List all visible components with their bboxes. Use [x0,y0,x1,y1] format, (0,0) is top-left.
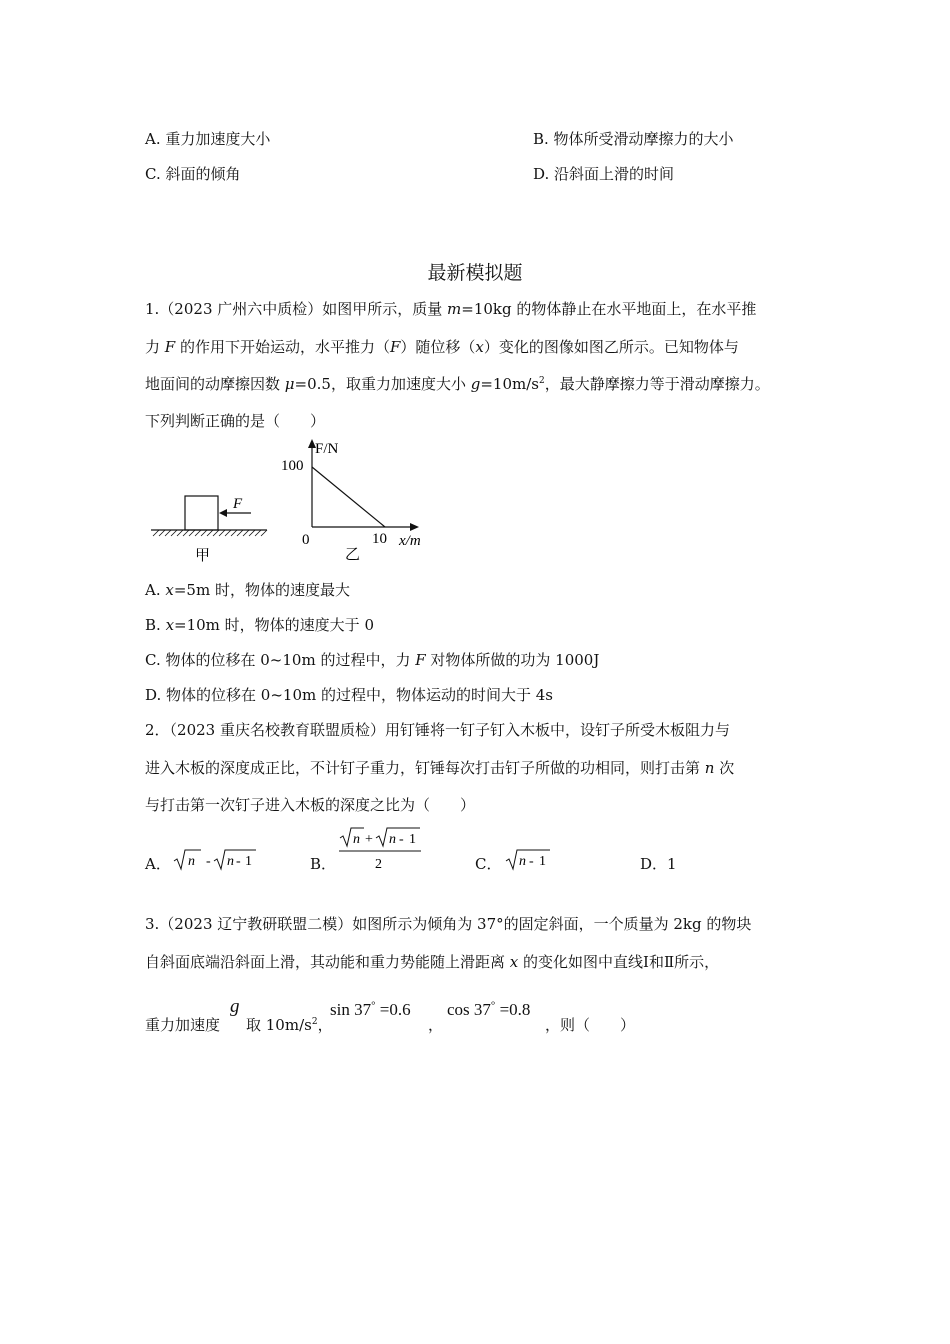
q1-option-a[interactable]: A. x=5m 时，物体的速度最大 [145,581,350,599]
q2-option-c-formula [504,845,554,873]
svg-text:n: n [519,854,526,869]
svg-text:+: + [365,832,373,847]
q2-option-c-label[interactable]: C． [475,855,502,873]
svg-text:2: 2 [375,857,382,872]
prev-option-d: D. 沿斜面上滑的时间 [533,165,675,183]
radical-sign [340,828,364,846]
prev-option-a: A. 重力加速度大小 [145,130,271,148]
block [185,496,218,530]
svg-text:n: n [389,832,396,847]
q2-option-a-formula [172,845,262,873]
figure-jia [145,480,275,565]
q1-stem-line-4: 下列判断正确的是（ ） [145,412,326,430]
svg-text:1: 1 [539,854,546,869]
y-tick-label: 100 [281,458,304,474]
q1-option-d[interactable]: D. 物体的位移在 0~10m 的过程中，物体运动的时间大于 4s [145,686,553,704]
origin-label: 0 [302,532,310,548]
q1-stem-line-1: 1.（2023 广州六中质检）如图甲所示，质量 m=10kg 的物体静止在水平地面上，在水平推 [145,300,757,318]
y-axis-label: F/N [315,441,339,457]
svg-text:n: n [353,832,360,847]
q3-stem-line-3-end: ，则（ ） [545,1016,636,1034]
q2-stem-line-1: 2．（2023 重庆名校教育联盟质检）用钉锤将一钉子钉入木板中，设钉子所受木板阻力与 [145,721,730,739]
q3-sin-formula: sin 37° =0.6 [330,999,411,1019]
q3-stem-line-2: 自斜面底端沿斜面上滑，其动能和重力势能随上滑距离 x 的变化如图中直线Ⅰ和Ⅱ所示， [145,953,720,971]
svg-text:1: 1 [245,854,252,869]
figure-yi-caption: 乙 [345,545,361,563]
prev-option-b: B. 物体所受滑动摩擦力的大小 [533,130,734,148]
section-title: 最新模拟题 [427,262,523,284]
svg-text:-: - [206,854,211,869]
q1-option-c[interactable]: C. 物体的位移在 0~10m 的过程中，力 F 对物体所做的功为 1000J [145,651,600,669]
q3-separator: ， [428,1016,444,1034]
prev-option-c: C. 斜面的倾角 [145,165,241,183]
q3-cos-formula: cos 37° =0.8 [447,999,531,1019]
force-label: F [233,496,243,512]
q2-option-d[interactable]: D．1 [640,855,677,873]
q3-g-value: 取 $10m/s^2$， [246,1016,333,1034]
q2-option-a-label[interactable]: A． [145,855,171,873]
svg-text:-: - [236,854,241,869]
svg-text:-: - [399,832,404,847]
q2-stem-line-2: 进入木板的深度成正比，不计钉子重力，钉锤每次打击钉子所做的功相同，则打击第 n 次 [145,759,735,777]
q3-g-symbol: g [230,996,240,1017]
svg-text:1: 1 [409,832,416,847]
svg-text:n: n [227,854,234,869]
q3-stem-line-1: 3.（2023 辽宁教研联盟二模）如图所示为倾角为 37°的固定斜面，一个质量为 2kg 的物块 [145,915,752,933]
ground-hatching [153,530,267,536]
q2-stem-line-3: 与打击第一次钉子进入木板的深度之比为（ ） [145,796,476,814]
q2-option-b-formula [338,826,428,876]
q1-option-b[interactable]: B. x=10m 时，物体的速度大于 0 [145,616,374,634]
svg-text:n: n [188,854,195,869]
figure-jia-caption: 甲 [195,546,211,564]
x-tick-label: 10 [372,531,387,547]
f-x-line [312,467,385,527]
figure-yi-graph [275,435,435,565]
q2-option-b-label[interactable]: B． [310,855,337,873]
q1-stem-line-3: 地面间的动摩擦因数 μ=0.5，取重力加速度大小 $g=10m/s^2$，最大静摩擦力等于滑动摩擦力。 [145,375,770,393]
q3-stem-line-3-start: 重力加速度 [145,1016,221,1034]
force-arrow-head [219,509,227,517]
q1-stem-line-2: 力 F 的作用下开始运动，水平推力（F）随位移（x）变化的图像如图乙所示。已知物体与 [145,338,739,356]
x-axis-label: x/m [399,533,421,549]
x-axis-arrow [410,523,419,531]
svg-text:-: - [529,854,534,869]
